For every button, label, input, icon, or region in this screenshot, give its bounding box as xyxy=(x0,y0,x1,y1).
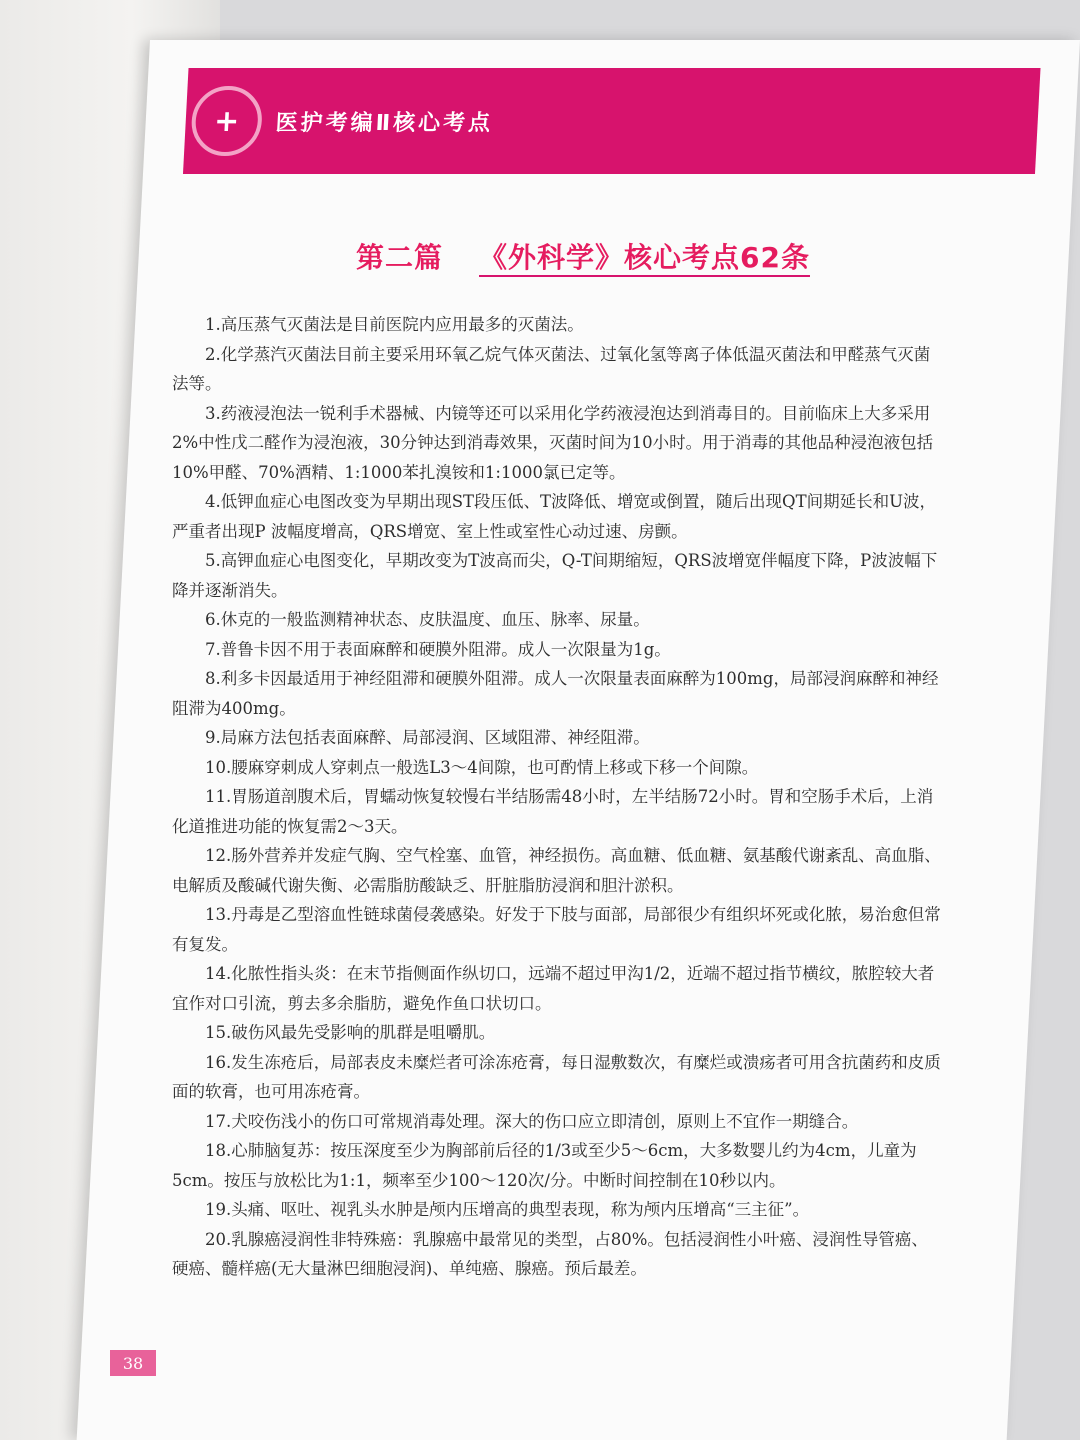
list-item: 8.利多卡因最适用于神经阻滞和硬膜外阻滞。成人一次限量表面麻醉为100mg，局部浸润麻醉和神经阻滞为400mg。 xyxy=(172,669,939,718)
list-item: 1.高压蒸气灭菌法是目前医院内应用最多的灭菌法。 xyxy=(205,315,584,334)
medical-cross-logo-icon: + xyxy=(190,86,264,156)
list-item: 20.乳腺癌浸润性非特殊癌：乳腺癌中最常见的类型，占80%。包括浸润性小叶癌、浸润性导管癌、硬癌、髓样癌(无大量淋巴细胞浸润)、单纯癌、腺癌。预后最差。 xyxy=(172,1229,928,1278)
book-page xyxy=(77,40,1080,1440)
header-band xyxy=(183,68,1041,174)
list-item: 12.肠外营养并发症气胸、空气栓塞、血管，神经损伤。高血糖、低血糖、氨基酸代谢紊乱、高血脂、电解质及酸碱代谢失衡、必需脂肪酸缺乏、肝脏脂肪浸润和胆汁淤积。 xyxy=(172,846,941,895)
list-item: 2.化学蒸汽灭菌法目前主要采用环氧乙烷气体灭菌法、过氧化氢等离子体低温灭菌法和甲醛蒸气灭菌法等。 xyxy=(172,344,931,393)
page-number: 38 xyxy=(110,1350,156,1376)
list-item: 16.发生冻疮后，局部表皮未糜烂者可涂冻疮膏，每日湿敷数次，有糜烂或溃疡者可用含抗菌药和皮质面的软膏，也可用冻疮膏。 xyxy=(172,1052,941,1101)
list-item: 19.头痛、呕吐、视乳头水肿是颅内压增高的典型表现，称为颅内压增高“三主征”。 xyxy=(205,1200,810,1219)
list-item: 18.心肺脑复苏：按压深度至少为胸部前后径的1/3或至少5～6cm，大多数婴儿约为4cm，儿童为5cm。按压与放松比为1:1，频率至少100～120次/分。中断时间控制在10秒以内。 xyxy=(172,1141,917,1190)
chapter-title xyxy=(356,236,810,276)
list-item: 15.破伤风最先受影响的肌群是咀嚼肌。 xyxy=(205,1023,496,1042)
list-item: 6.休克的一般监测精神状态、皮肤温度、血压、脉率、尿量。 xyxy=(205,610,650,629)
list-item: 7.普鲁卡因不用于表面麻醉和硬膜外阻滞。成人一次限量为1g。 xyxy=(205,639,671,659)
key-points-list xyxy=(172,310,942,1284)
list-item: 3.药液浸泡法一锐利手术器械、内镜等还可以采用化学药液浸泡达到消毒目的。目前临床上大多采用2%中性戊二醛作为浸泡液，30分钟达到消毒效果，灭菌时间为10小时。用于消毒的其他品种浸泡液包括10%甲醛、70%酒精、1:1000苯扎溴铵和1:1000氯已定等。 xyxy=(172,403,934,482)
header-title: 医护考编Ⅱ核心考点 xyxy=(274,111,494,136)
list-item: 13.丹毒是乙型溶血性链球菌侵袭感染。好发于下肢与面部，局部很少有组织坏死或化脓，易治愈但常有复发。 xyxy=(172,905,941,954)
list-item: 17.犬咬伤浅小的伤口可常规消毒处理。深大的伤口应立即清创，原则上不宜作一期缝合。 xyxy=(205,1111,859,1131)
list-item: 9.局麻方法包括表面麻醉、局部浸润、区域阻滞、神经阻滞。 xyxy=(205,728,650,747)
chapter-name: 《外科学》核心考点62条 xyxy=(479,241,810,274)
list-item: 4.低钾血症心电图改变为早期出现ST段压低、T波降低、增宽或倒置，随后出现QT间期延长和U波，严重者出现P 波幅度增高，QRS增宽、室上性或室性心动过速、房颤。 xyxy=(172,492,936,541)
chapter-part: 第二篇 xyxy=(356,241,444,274)
list-item: 11.胃肠道剖腹术后，胃蠕动恢复较慢右半结肠需48小时，左半结肠72小时。胃和空肠手术后，上消化道推进功能的恢复需2～3天。 xyxy=(172,787,934,836)
list-item: 5.高钾血症心电图变化，早期改变为T波高而尖，Q-T间期缩短，QRS波增宽伴幅度下降，P波波幅下降并逐渐消失。 xyxy=(172,551,938,600)
list-item: 10.腰麻穿刺成人穿刺点一般选L3～4间隙，也可酌情上移或下移一个间隙。 xyxy=(205,757,759,777)
list-item: 14.化脓性指头炎：在末节指侧面作纵切口，远端不超过甲沟1/2，近端不超过指节横纹，脓腔较大者宜作对口引流，剪去多余脂肪，避免作鱼口状切口。 xyxy=(172,964,935,1013)
